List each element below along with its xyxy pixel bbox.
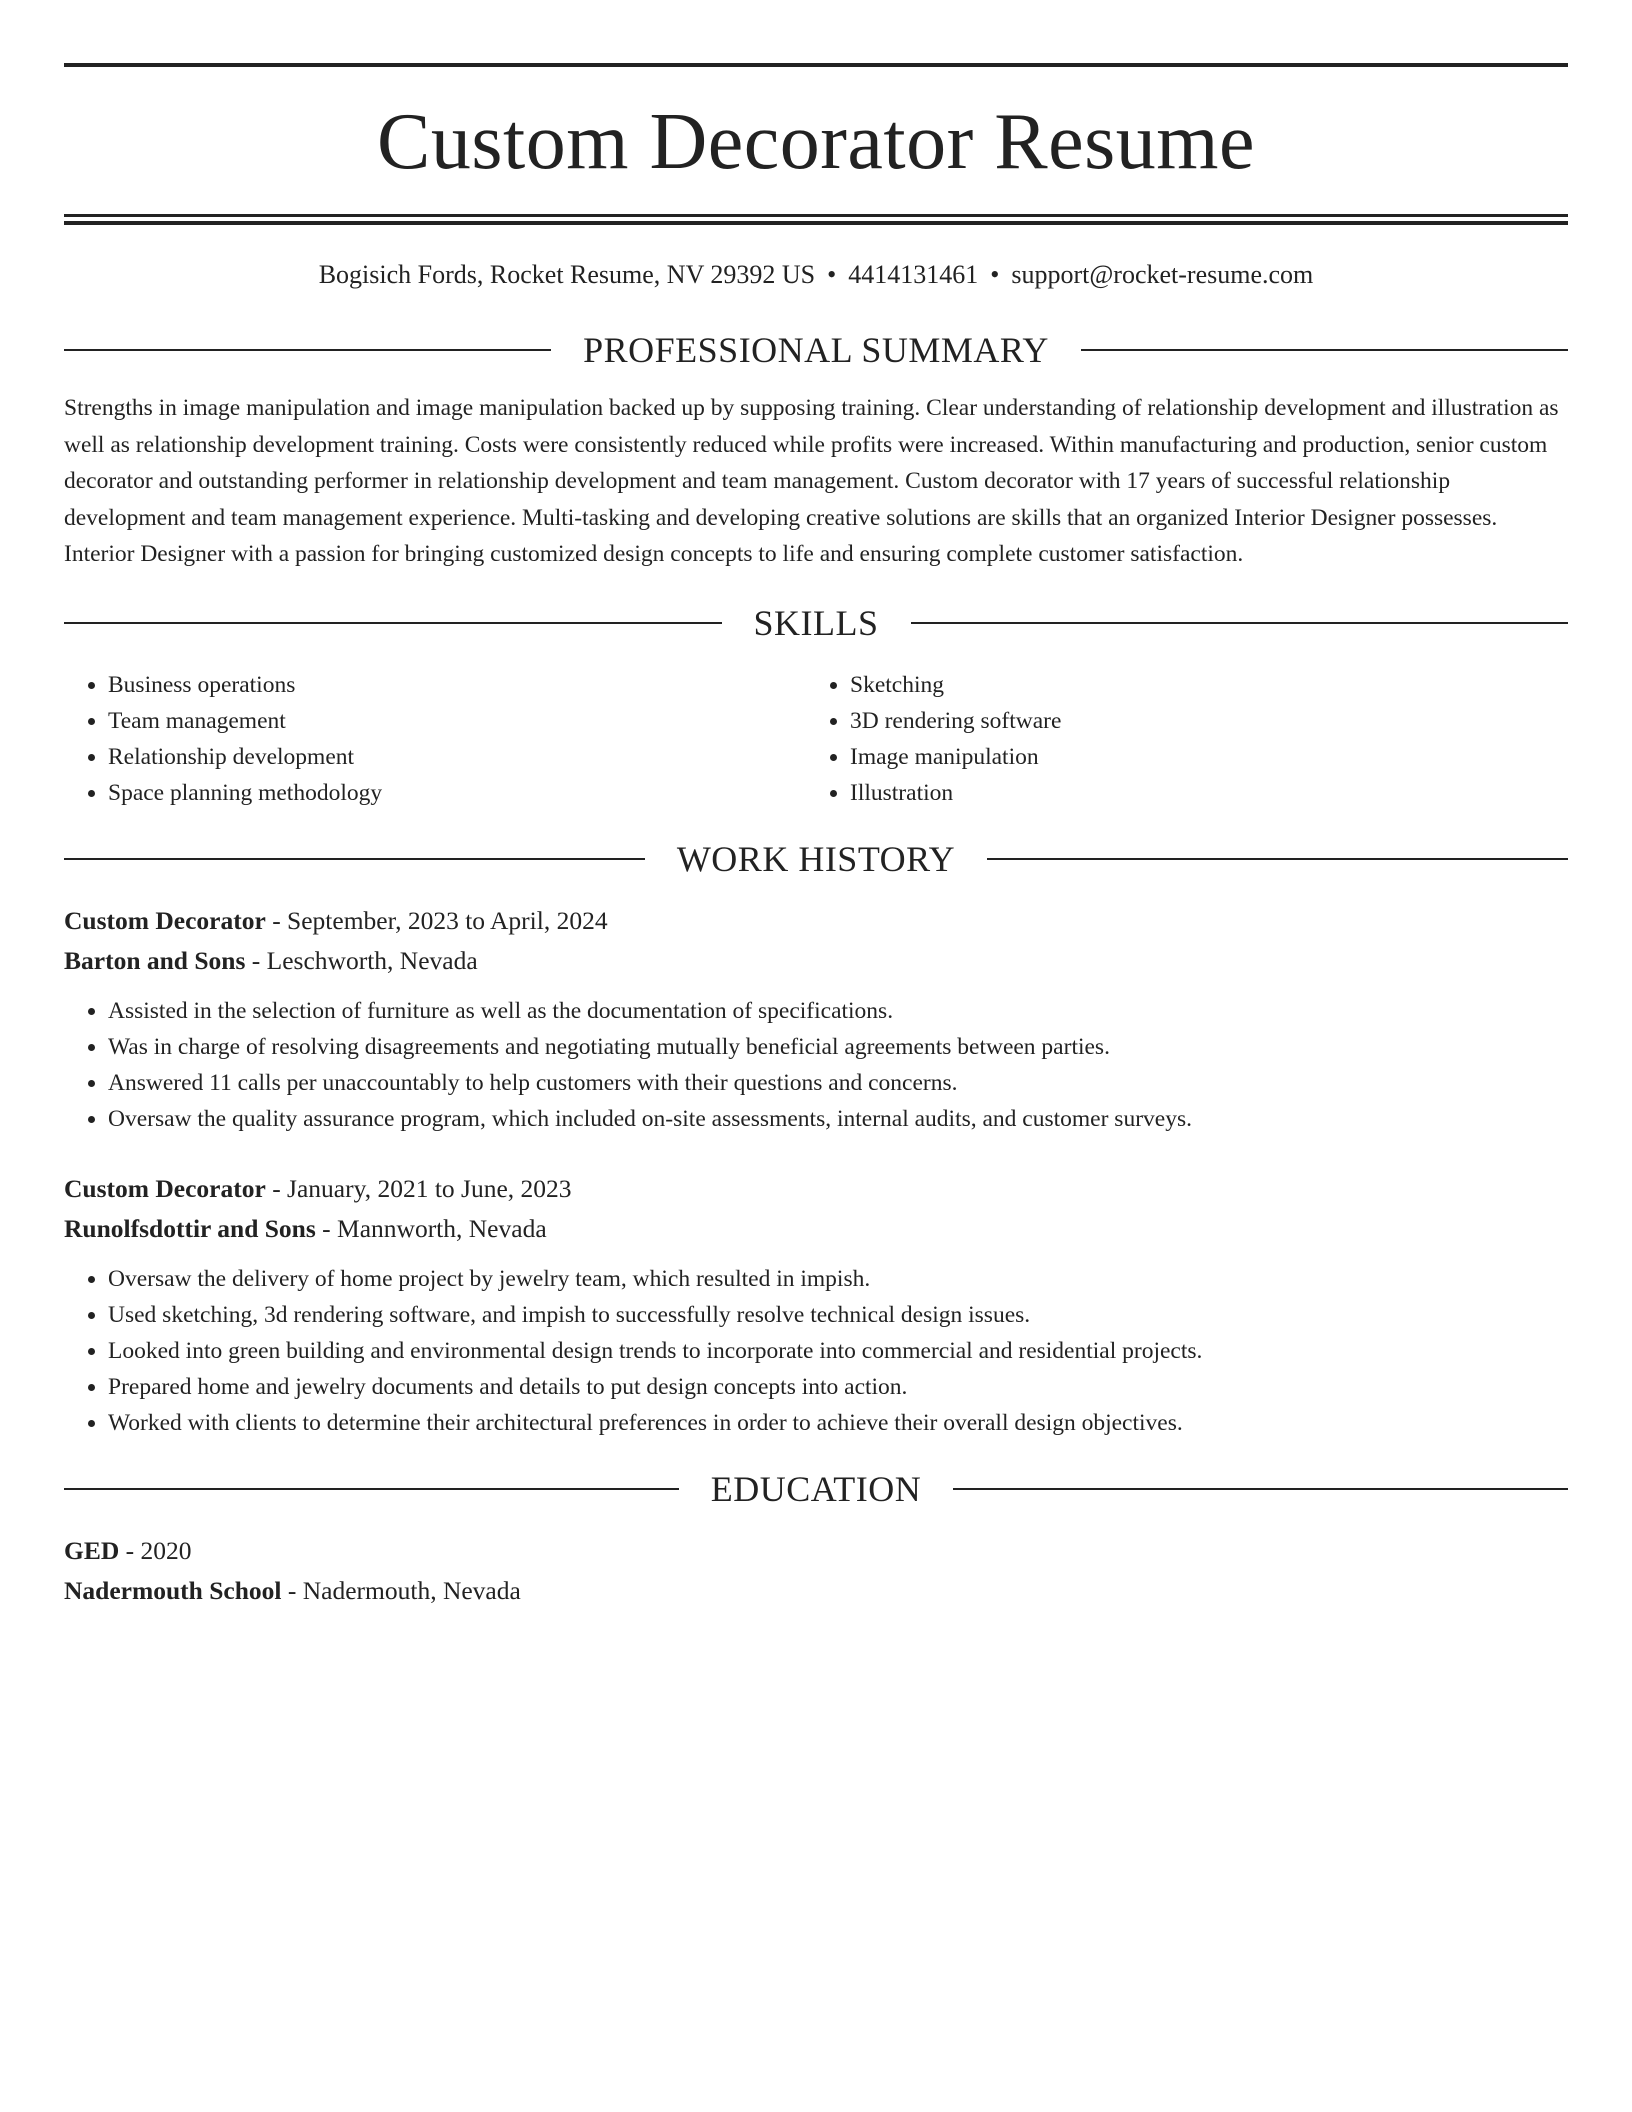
education-entry <box>64 1531 1568 1611</box>
section-title: SKILLS <box>753 602 879 643</box>
contact-phone: 4414131461 <box>848 260 979 289</box>
duty-item: • Oversaw the delivery of home project by jewelry team, which resulted in impish. <box>108 1261 1568 1297</box>
job-title-line <box>64 1169 1568 1209</box>
skills-column-left <box>64 667 806 811</box>
top-rule <box>64 63 1568 67</box>
skill-item: • Image manipulation <box>850 739 1548 775</box>
education-school-line <box>64 1571 1568 1611</box>
job-location: - Mannworth, Nevada <box>315 1213 547 1243</box>
job-title: Custom Decorator <box>64 905 266 935</box>
skill-item: • Business operations <box>108 667 806 703</box>
resume-page <box>64 0 1568 1611</box>
summary-text: Strengths in image manipulation and image manipulation backed up by supposing training. Clear understanding of relationship development and illustration as well as relationship development training. Costs were consistently reduced while profits were increased. Within manufacturing and production, senior custom decorator and outstanding performer in relationship development and team management. Custom decorator with 17 years of successful relationship development and team management experience. Multi-tasking and developing creative solutions are skills that an organized Interior Designer possesses. Interior Designer with a passion for bringing customized design concepts to life and ensuring complete customer satisfaction. <box>64 395 1559 567</box>
heading-rule-left <box>64 622 722 624</box>
job-dates: - January, 2021 to June, 2023 <box>265 1173 572 1203</box>
heading-rule-left <box>64 858 645 860</box>
education-degree: GED <box>64 1535 120 1565</box>
job-dates: - September, 2023 to April, 2024 <box>265 905 608 935</box>
skill-item: • Sketching <box>850 667 1548 703</box>
duty-item: • Looked into green building and environmental design trends to incorporate into commercial and residential projects. <box>108 1333 1568 1369</box>
skills-column-right <box>806 667 1548 811</box>
skills-list <box>64 667 1568 811</box>
contact-email: support@rocket-resume.com <box>1011 260 1314 289</box>
title-double-rule <box>64 214 1568 225</box>
section-heading-skills <box>64 603 1568 643</box>
section-heading-work <box>64 839 1568 879</box>
job-location: - Leschworth, Nevada <box>245 945 478 975</box>
section-heading-summary <box>64 330 1568 370</box>
duty-item: • Used sketching, 3d rendering software, and impish to successfully resolve technical design issues. <box>108 1297 1568 1333</box>
heading-rule-right <box>1081 349 1568 351</box>
heading-rule-left <box>64 349 551 351</box>
skill-item: • Illustration <box>850 775 1548 811</box>
duty-item: • Assisted in the selection of furniture as well as the documentation of specifications. <box>108 993 1568 1029</box>
heading-rule-right <box>987 858 1568 860</box>
duty-item: • Answered 11 calls per unaccountably to help customers with their questions and concerns. <box>108 1065 1568 1101</box>
heading-rule-left <box>64 1488 679 1490</box>
resume-title: Custom Decorator Resume <box>377 98 1255 186</box>
job-company-line <box>64 941 1568 981</box>
section-title: PROFESSIONAL SUMMARY <box>583 330 1049 370</box>
contact-address: Bogisich Fords, Rocket Resume, NV 29392 US <box>318 260 816 289</box>
duty-item: • Oversaw the quality assurance program, which included on-site assessments, internal audits, and customer surveys. <box>108 1101 1568 1137</box>
contact-separator: • <box>990 260 1000 289</box>
skill-item: • Team management <box>108 703 806 739</box>
education-year: - 2020 <box>119 1535 192 1565</box>
job-entry <box>64 1169 1568 1441</box>
job-duties <box>64 993 1568 1137</box>
section-title: EDUCATION <box>710 1468 922 1509</box>
heading-rule-right <box>911 622 1569 624</box>
section-title: WORK HISTORY <box>676 838 956 879</box>
duty-item: • Prepared home and jewelry documents and details to put design concepts into action. <box>108 1369 1568 1405</box>
job-company: Barton and Sons <box>64 945 246 975</box>
job-entry <box>64 901 1568 1137</box>
education-location: - Nadermouth, Nevada <box>281 1575 521 1605</box>
section-heading-education <box>64 1469 1568 1509</box>
job-duties <box>64 1261 1568 1441</box>
duty-item: • Was in charge of resolving disagreements and negotiating mutually beneficial agreements between parties. <box>108 1029 1568 1065</box>
heading-rule-right <box>953 1488 1568 1490</box>
job-company-line <box>64 1209 1568 1249</box>
skill-item: • Space planning methodology <box>108 775 806 811</box>
duty-item: • Worked with clients to determine their architectural preferences in order to achieve their overall design objectives. <box>108 1405 1568 1441</box>
skill-item: • Relationship development <box>108 739 806 775</box>
contact-separator: • <box>827 260 837 289</box>
education-school: Nadermouth School <box>64 1575 282 1605</box>
skill-item: • 3D rendering software <box>850 703 1548 739</box>
job-company: Runolfsdottir and Sons <box>64 1213 316 1243</box>
education-degree-line <box>64 1531 1568 1571</box>
job-title-line <box>64 901 1568 941</box>
job-title: Custom Decorator <box>64 1173 266 1203</box>
contact-line <box>64 260 1568 290</box>
